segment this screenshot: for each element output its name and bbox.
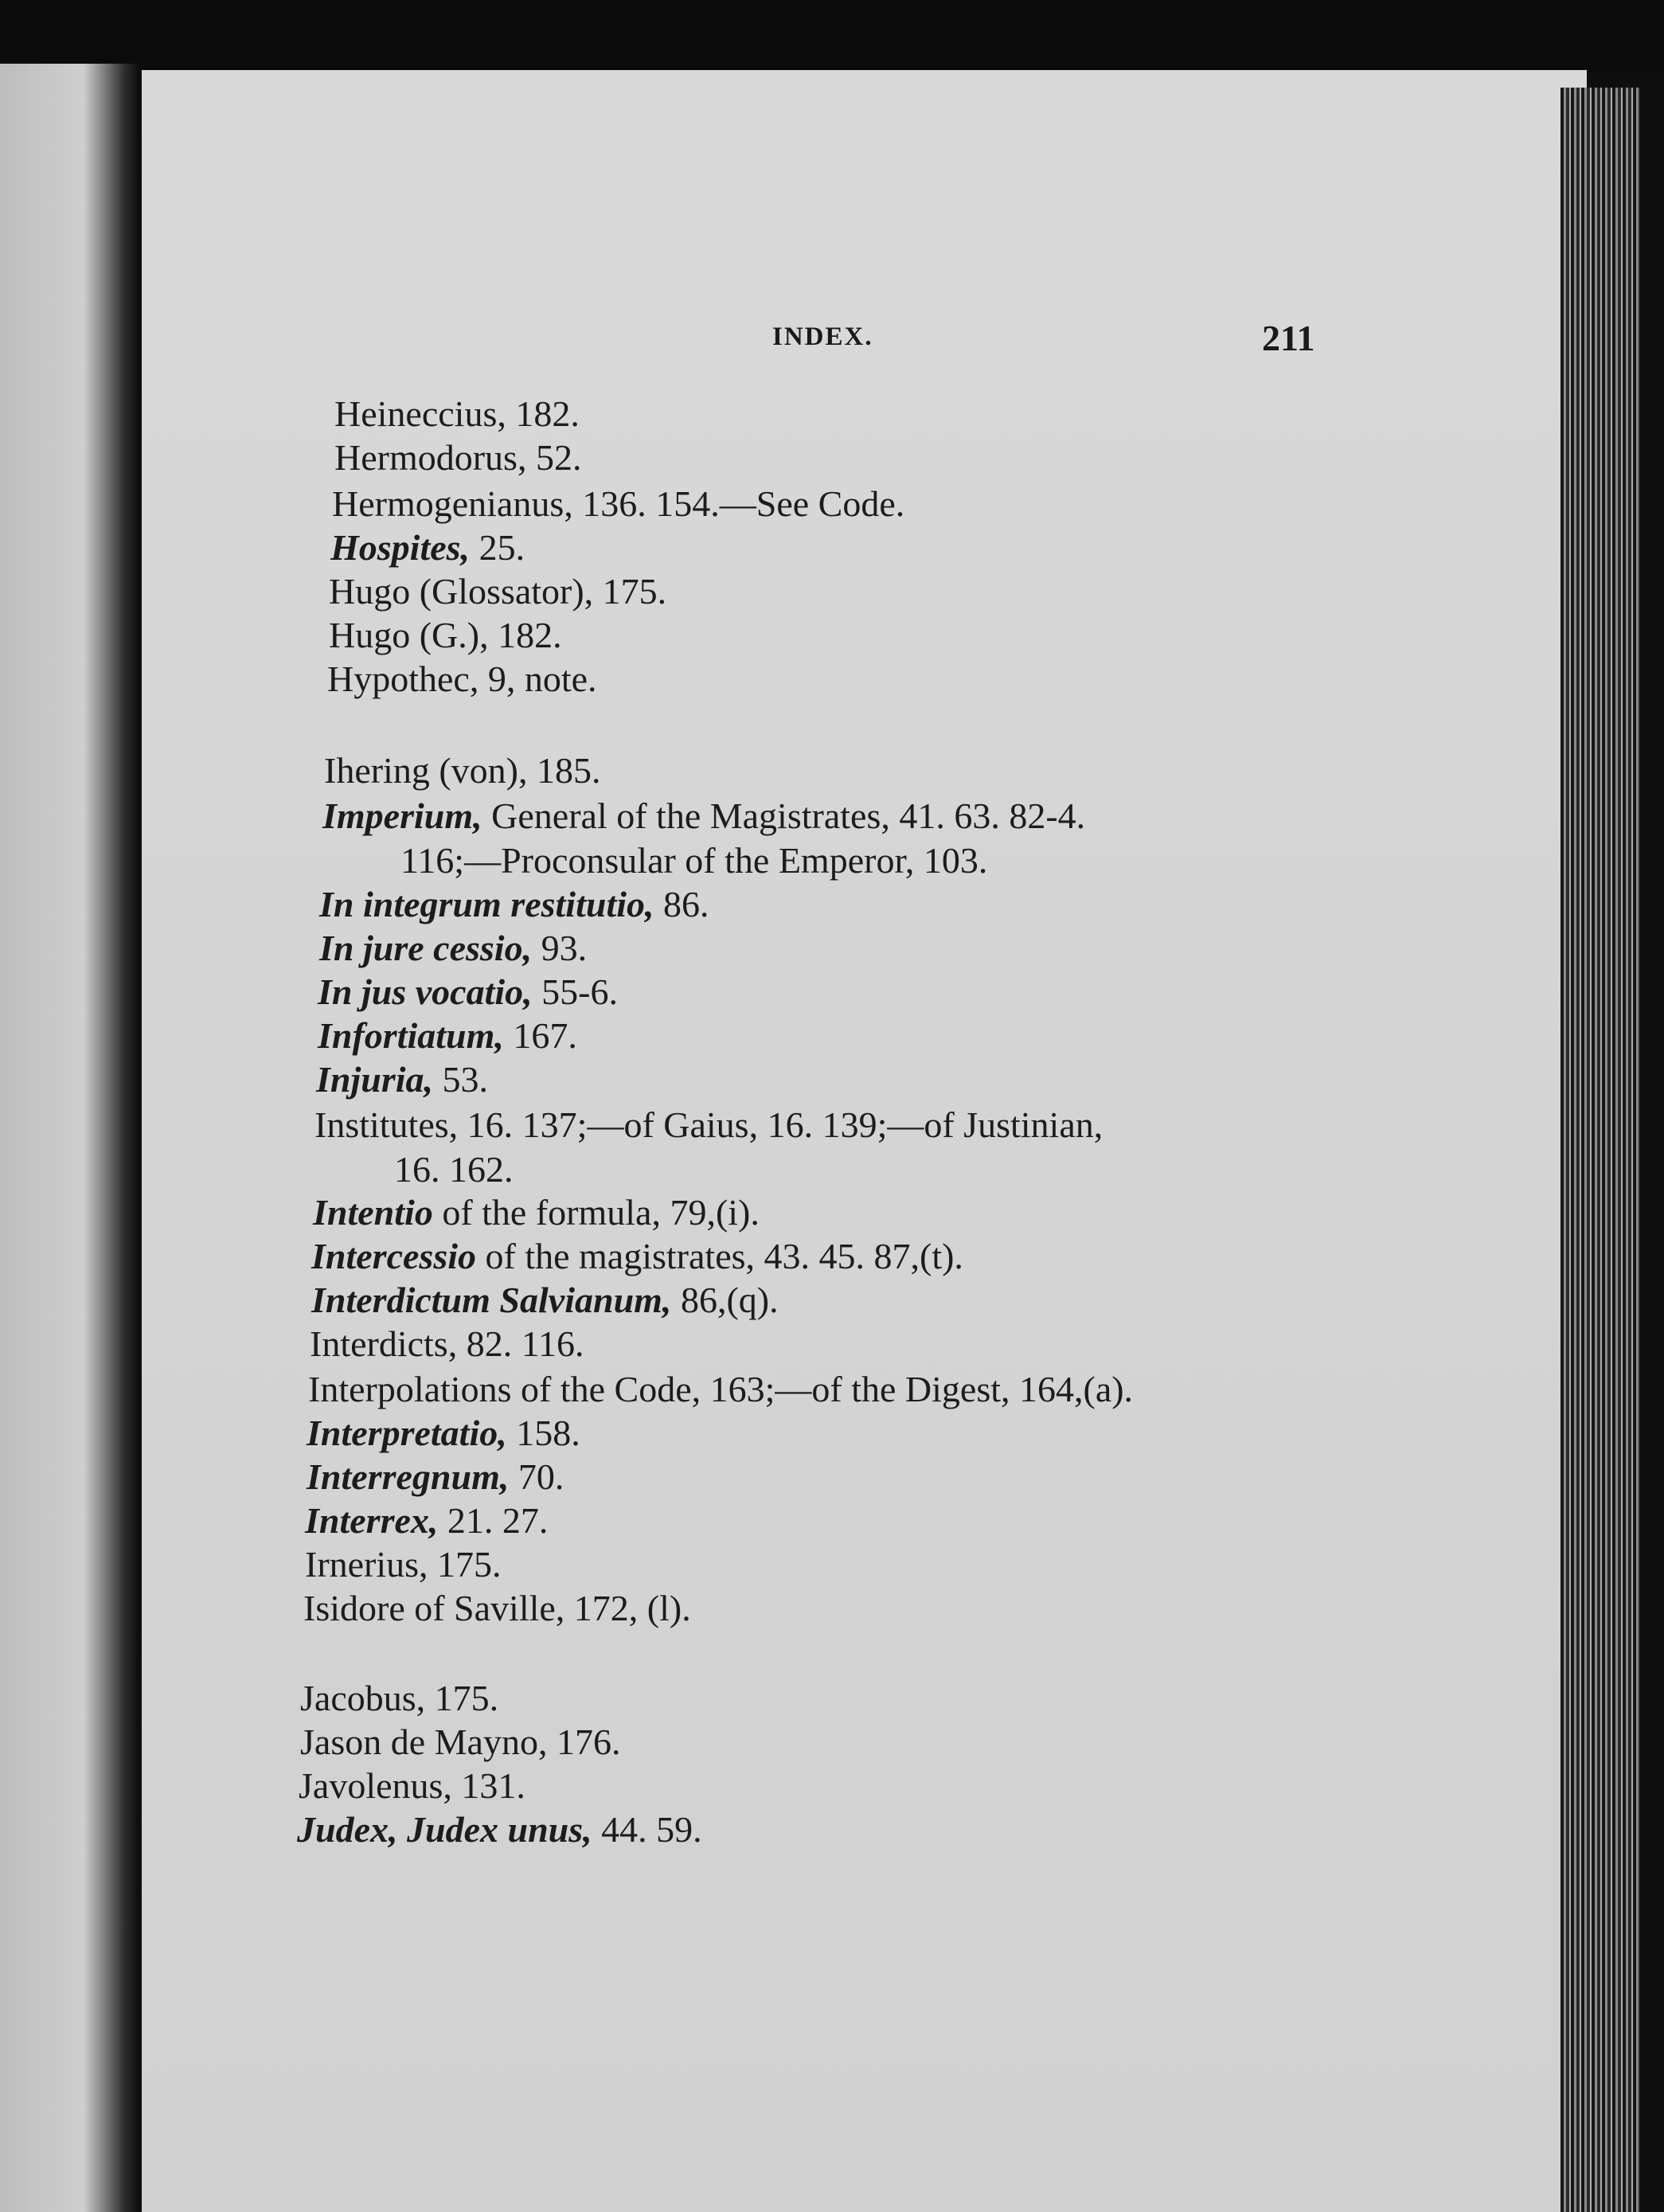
index-entry: Institutes, 16. 137;—of Gaius, 16. 139;—of Justinian, <box>314 1104 1103 1145</box>
index-entry: Infortiatum, 167. <box>318 1015 577 1056</box>
index-entry: Interpolations of the Code, 163;—of the Digest, 164,(a). <box>308 1369 1134 1409</box>
scan-top-border <box>0 0 1664 73</box>
index-entry: In integrum restitutio, 86. <box>319 884 709 924</box>
index-entry: Heineccius, 182. <box>334 393 580 434</box>
index-entry: Intercessio of the magistrates, 43. 45. 87,(t). <box>311 1236 963 1276</box>
index-entry: Imperium, General of the Magistrates, 41. 63. 82-4. <box>322 795 1086 836</box>
index-entry: Judex, Judex unus, 44. 59. <box>297 1809 702 1850</box>
index-entry: Hugo (G.), 182. <box>329 615 562 655</box>
index-entry: Javolenus, 131. <box>299 1765 525 1806</box>
index-entry: Jason de Mayno, 176. <box>300 1722 621 1762</box>
index-entry: Interdictum Salvianum, 86,(q). <box>311 1280 779 1320</box>
page-stack-edge <box>1560 88 1640 2212</box>
index-entry: Hermogenianus, 136. 154.—See Code. <box>332 483 905 524</box>
index-entry: Jacobus, 175. <box>300 1678 499 1718</box>
page-number: 211 <box>1262 318 1315 358</box>
index-entry: Interpretatio, 158. <box>307 1413 580 1453</box>
index-entry: In jus vocatio, 55-6. <box>318 971 618 1012</box>
index-entry: Isidore of Saville, 172, (l). <box>303 1588 691 1628</box>
index-entry: Hugo (Glossator), 175. <box>329 571 667 612</box>
index-entry: Interdicts, 82. 116. <box>310 1323 584 1364</box>
index-entry: Irnerius, 175. <box>305 1544 502 1585</box>
running-head: INDEX. <box>772 322 873 351</box>
index-entry: Ihering (von), 185. <box>324 750 601 791</box>
facing-page-edge <box>0 64 139 2212</box>
index-entry: In jure cessio, 93. <box>319 928 588 968</box>
index-entry: Intentio of the formula, 79,(i). <box>313 1192 760 1233</box>
index-entry-continuation: 116;—Proconsular of the Emperor, 103. <box>400 840 988 881</box>
index-entry: Injuria, 53. <box>316 1059 489 1100</box>
index-entry: Hypothec, 9, note. <box>327 659 597 699</box>
index-entry: Interregnum, 70. <box>307 1456 564 1497</box>
index-entry: Hermodorus, 52. <box>334 437 582 478</box>
index-entry: Interrex, 21. 27. <box>305 1500 549 1541</box>
index-entry: Hospites, 25. <box>330 527 525 568</box>
index-entry-continuation: 16. 162. <box>394 1149 514 1190</box>
